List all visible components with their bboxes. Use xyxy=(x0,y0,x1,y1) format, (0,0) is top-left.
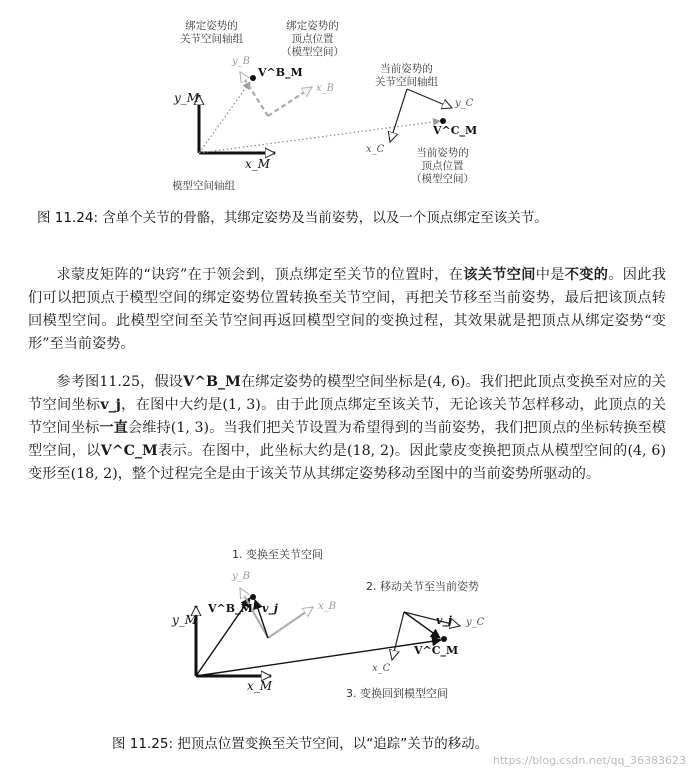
current-vertex-vector xyxy=(199,121,440,153)
p1-bold-joint-space: 该关节空间 xyxy=(463,267,536,283)
p2-text-b: 在绑定姿势的模型空间坐标是(4, 6)。我们把此顶点变换至对应的关节空间坐标 xyxy=(28,374,666,413)
step2-label: 2. 移动关节至当前姿势 xyxy=(366,580,479,593)
paragraph-2 xyxy=(28,371,666,486)
step3-label: 3. 变换回到模型空间 xyxy=(346,687,448,700)
p2-text-d: 会维持(1, 3)。当我们把关节设置为希望得到的当前姿势，我们把顶点的坐标转换至模型空间，以 xyxy=(28,420,666,459)
current-joint-x-axis xyxy=(390,89,407,142)
label-v-mc: V^C_M xyxy=(433,124,478,137)
p2-bold-always: 一直 xyxy=(99,420,128,436)
bind-vertex-dot xyxy=(250,75,256,81)
watermark: https://blog.csdn.net/qq_36383623 xyxy=(492,754,686,767)
bind-axes-label: 绑定姿势的 关节空间轴组 xyxy=(180,20,243,45)
label-x-b: x_B xyxy=(316,83,334,94)
fig2-current-vertex-vector xyxy=(196,640,441,676)
p1-text-a: 求蒙皮矩阵的“诀窍”在于领会到，顶点绑定至关节的位置时，在 xyxy=(56,267,464,283)
figure-11-24-diagram xyxy=(0,0,694,230)
fig2-label-v-mc: V^C_M xyxy=(414,644,459,657)
fig2-label-vj-current: v_j xyxy=(436,614,452,627)
fig2-label-x-c: x_C xyxy=(372,663,391,674)
fig2-label-y-m: y_M xyxy=(172,613,198,627)
label-y-m: y_M xyxy=(174,91,200,105)
p2-vj: v_j xyxy=(100,397,121,413)
figure-11-25-caption: 图 11.25: 把顶点位置变换至关节空间，以“追踪”关节的移动。 xyxy=(112,736,489,752)
fig2-label-vj-bind: v_j xyxy=(262,602,278,615)
label-y-b: y_B xyxy=(232,56,250,67)
p1-text-d: 。因此我们可以把顶点于模型空间的绑定姿势位置转换至关节空间，再把关节移至当前姿势，最后把该顶点转回模型空间。此模型空间至关节空间再返回模型空间的变换过程，其效果就是把顶点从绑定姿势“变形”至当前姿势。 xyxy=(28,267,666,352)
fig2-label-x-m: x_M xyxy=(247,679,273,693)
bind-vertex-label: 绑定姿势的 顶点位置 （模型空间） xyxy=(281,20,344,58)
p2-v-current: V^C_M xyxy=(100,443,158,459)
fig2-label-v-mb: V^B_M xyxy=(208,602,253,615)
step1-label: 1. 变换至关节空间 xyxy=(232,548,323,561)
fig2-current-joint-x-axis xyxy=(392,612,404,660)
fig2-current-vertex-dot xyxy=(441,636,447,642)
p1-bold-invariant: 不变的 xyxy=(564,267,609,283)
figure-11-24-caption: 图 11.24: 含单个关节的骨骼，其绑定姿势及当前姿势，以及一个顶点绑定至该关节。 xyxy=(37,210,548,226)
label-y-c: y_C xyxy=(455,98,474,109)
p1-text-c: 中是 xyxy=(535,267,565,283)
fig2-label-x-b: x_B xyxy=(318,601,336,612)
label-x-c: x_C xyxy=(366,144,385,155)
p2-text-c: ，在图中大约是(1, 3)。由于此顶点绑定至该关节，无论该关节怎样移动，此顶点的关节空间坐标 xyxy=(28,397,666,436)
label-x-m: x_M xyxy=(245,157,271,171)
current-joint-y-axis xyxy=(407,89,452,108)
label-v-mb: V^B_M xyxy=(258,66,303,79)
current-vertex-label: 当前姿势的 顶点位置 （模型空间） xyxy=(411,147,474,185)
fig2-bind-vertex-dot xyxy=(250,594,256,600)
paragraph-1 xyxy=(28,264,666,356)
p2-text-e: 表示。在图中，此坐标大约是(18, 2)。因此蒙皮变换把顶点从模型空间的(4, 6)变形至(18, 2)，整个过程完全是由于该关节从其绑定姿势移动至图中的当前姿势所驱动的。 xyxy=(28,443,666,482)
current-axes-label: 当前姿势的 关节空间轴组 xyxy=(375,63,438,88)
bind-vertex-vector xyxy=(199,82,250,153)
bind-joint-x-axis xyxy=(268,87,312,116)
model-axes-label: 模型空间轴组 xyxy=(172,180,235,192)
p2-v-bind: V^B_M xyxy=(183,374,241,390)
figure-11-24 xyxy=(0,0,694,230)
fig2-label-y-c: y_C xyxy=(466,617,485,628)
fig2-label-y-b: y_B xyxy=(232,571,250,582)
figure-11-25 xyxy=(0,540,694,772)
p2-text-a: 参考图11.25，假设 xyxy=(56,374,184,390)
